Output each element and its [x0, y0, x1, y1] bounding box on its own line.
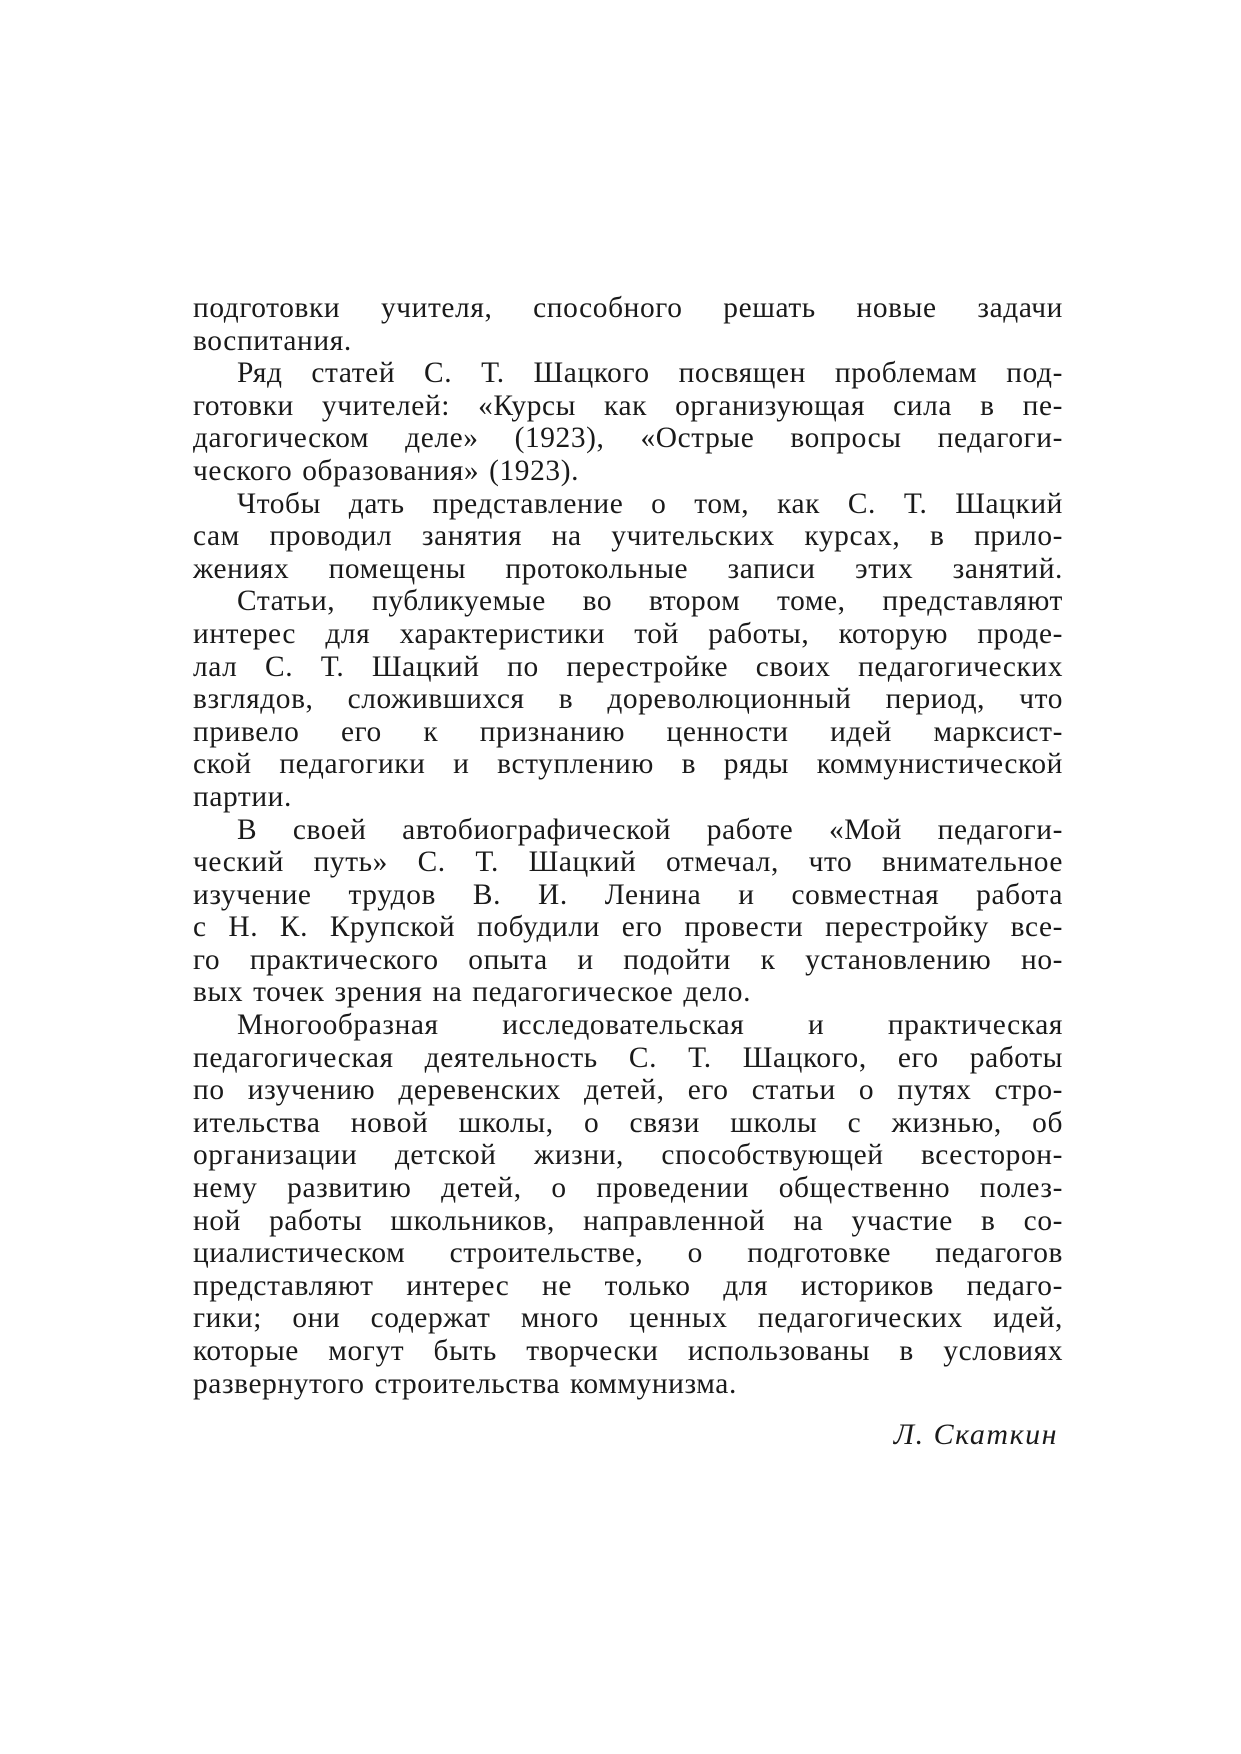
text-line: ной работы школьников, направленной на участие в со-: [193, 1204, 1063, 1237]
text-line: взглядов, сложившихся в дореволюционный период, что: [193, 683, 1063, 716]
text-line: Многообразная исследовательская и практическая: [237, 1009, 1063, 1042]
text-line: представляют интерес не только для историков педаго-: [193, 1269, 1063, 1302]
text-line: ской педагогики и вступлению в ряды коммунистической: [193, 748, 1063, 781]
text-line: циалистическом строительстве, о подготовке педагогов: [193, 1237, 1063, 1270]
text-line: организации детской жизни, способствующей всесторон-: [193, 1139, 1063, 1172]
text-line: вых точек зрения на педагогическое дело.: [193, 976, 752, 1009]
body-text: [193, 292, 1063, 1400]
text-line: которые могут быть творчески использованы в условиях: [193, 1335, 1063, 1367]
text-line: привело его к признанию ценности идей марксист-: [193, 715, 1063, 748]
text-line: развернутого строительства коммунизма.: [193, 1367, 737, 1400]
text-line: ческого образования» (1923).: [193, 454, 580, 487]
text-line: сам проводил занятия на учительских курсах, в прило-: [193, 520, 1063, 553]
text-line: нему развитию детей, о проведении общественно полез-: [193, 1172, 1063, 1205]
author-signature: Л. Скаткин: [893, 1418, 1058, 1451]
text-line: лал С. Т. Шацкий по перестройке своих педагогических: [193, 650, 1063, 683]
text-line: готовки учителей: «Курсы как организующая сила в пе-: [193, 389, 1063, 422]
text-line: интерес для характеристики той работы, которую проде-: [193, 617, 1063, 650]
text-line: гики; они содержат много ценных педагогических идей,: [193, 1302, 1063, 1335]
text-line: по изучению деревенских детей, его статьи о путях стро-: [193, 1074, 1063, 1107]
text-line: изучение трудов В. И. Ленина и совместная работа: [193, 878, 1063, 911]
text-line: ительства новой школы, о связи школы с жизнью, об: [193, 1106, 1063, 1139]
text-line: партии.: [193, 780, 292, 813]
text-line: дагогическом деле» (1923), «Острые вопросы педагоги-: [193, 422, 1063, 455]
text-line: с Н. К. Крупской побудили его провести перестройку все-: [193, 911, 1063, 944]
text-line: го практического опыта и подойти к установлению но-: [193, 943, 1063, 976]
text-line: ческий путь» С. Т. Шацкий отмечал, что внимательное: [193, 846, 1063, 879]
text-line: Чтобы дать представление о том, как С. Т. Шацкий: [237, 487, 1063, 520]
text-line: жениях помещены протокольные записи этих занятий.: [193, 552, 1063, 585]
text-line: Статьи, публикуемые во втором томе, представляют: [237, 585, 1063, 618]
text-line: Ряд статей С. Т. Шацкого посвящен проблемам под-: [237, 357, 1063, 390]
text-line: В своей автобиографической работе «Мой педагоги-: [237, 813, 1063, 846]
text-line: педагогическая деятельность С. Т. Шацкого, его работы: [193, 1041, 1063, 1074]
text-line: подготовки учителя, способного решать новые задачи: [193, 292, 1063, 324]
text-line: воспитания.: [193, 324, 352, 357]
